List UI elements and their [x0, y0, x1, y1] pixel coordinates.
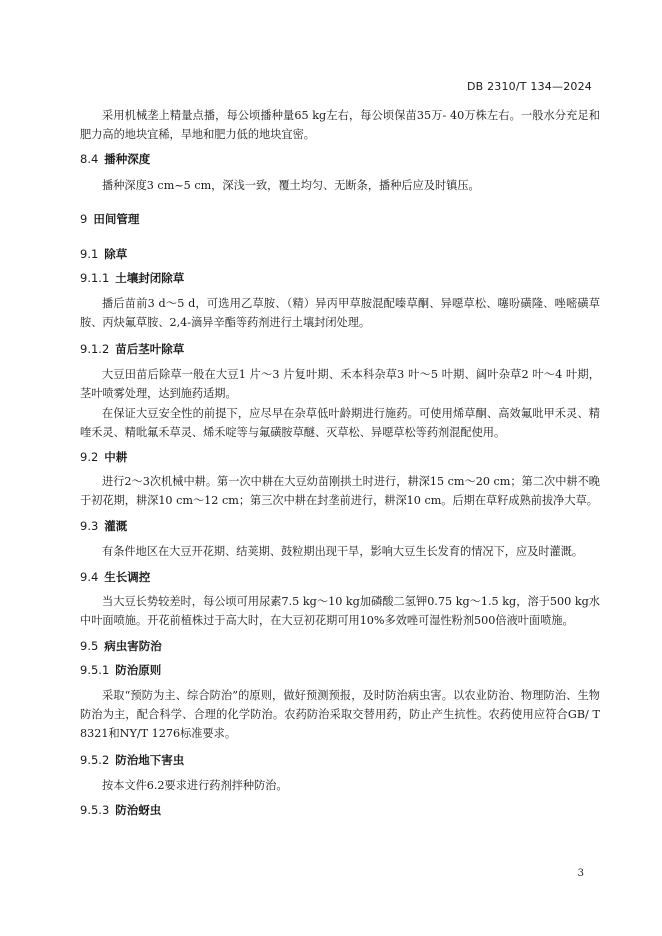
section-heading: [80, 802, 161, 818]
heading-number: 9.4: [80, 570, 99, 584]
heading-title: 防治地下害虫: [115, 753, 185, 767]
paragraph: 播种深度3 cm~5 cm，深浅一致，覆土均匀、无断条，播种后应及时镇压。: [102, 179, 480, 192]
document-code: DB 2310/T 134—2024: [466, 80, 592, 93]
heading-number: 8.4: [80, 152, 99, 166]
paragraph: 进行2～3次机械中耕。第一次中耕在大豆幼苗刚拱土时进行，耕深15 cm～20 cm；第二次中耕不晚于初花期，耕深10 cm～12 cm；第三次中耕在封垄前进行，耕深10 cm。后期在草籽成熟前拔净大草。: [80, 475, 600, 507]
paragraph: 当大豆长势较差时，每公顷可用尿素7.5 kg～10 kg加磷酸二氢钾0.75 kg～1.5 kg，溶于500 kg水中叶面喷施。开花前植株过于高大时，在大豆初花期可用10%多效唑可湿性粉剂500倍液叶面喷施。: [80, 595, 600, 627]
heading-title: 灌溉: [104, 519, 128, 533]
paragraph: 按本文件6.2要求进行药剂拌种防治。: [102, 779, 288, 792]
paragraph: 大豆田苗后除草一般在大豆1 片～3 片复叶期、禾本科杂草3 叶～5 叶期、阔叶杂草2 叶～4 叶期，茎叶喷雾处理，达到施药适期。: [80, 368, 600, 400]
heading-title: 田间管理: [93, 212, 140, 226]
section-heading: [80, 638, 162, 654]
heading-title: 生长调控: [104, 570, 151, 584]
heading-number: 9: [80, 212, 88, 226]
section-heading: [80, 270, 184, 286]
heading-number: 9.1: [80, 247, 99, 261]
page-number: 3: [577, 868, 584, 879]
paragraph: 采取“预防为主、综合防治”的原则，做好预测预报，及时防治病虫害。以农业防治、物理防治、生物防治为主，配合科学、合理的化学防治。农药防治采取交替用药，防止产生抗性。农药使用应符合GB/ T 8321和NY/T 1276标准要求。: [80, 689, 600, 740]
section-heading: [80, 518, 127, 534]
paragraph: 播后苗前3 d～5 d，可选用乙草胺、（精）异丙甲草胺混配嗪草酮、异噁草松、噻吩磺隆、唑嘧磺草胺、丙炔氟草胺、2,4-滴异辛酯等药剂进行土壤封闭处理。: [80, 297, 600, 329]
section-heading: [80, 246, 127, 262]
heading-number: 9.1.1: [80, 271, 110, 285]
heading-title: 播种深度: [104, 152, 151, 166]
heading-title: 中耕: [104, 450, 128, 464]
section-heading: [80, 662, 161, 678]
heading-number: 9.5.2: [80, 753, 110, 767]
paragraph: 有条件地区在大豆开花期、结荚期、鼓粒期出现干旱，影响大豆生长发育的情况下，应及时灌溉。: [102, 545, 584, 558]
section-heading: [80, 449, 127, 465]
heading-title: 土壤封闭除草: [115, 271, 185, 285]
heading-number: 9.5: [80, 639, 99, 653]
section-heading: [80, 752, 184, 768]
section-heading: [80, 569, 150, 585]
heading-title: 苗后茎叶除草: [115, 342, 185, 356]
heading-title: 防治原则: [115, 663, 162, 677]
section-heading: [80, 211, 139, 227]
paragraph: 在保证大豆安全性的前提下，应尽早在杂草低叶龄期进行施药。可使用烯草酮、高效氟吡甲禾灵、精喹禾灵、精吡氟禾草灵、烯禾啶等与氟磺胺草醚、灭草松、异噁草松等药剂混配使用。: [80, 407, 600, 439]
heading-number: 9.1.2: [80, 342, 110, 356]
heading-title: 病虫害防治: [104, 639, 162, 653]
heading-number: 9.5.1: [80, 663, 110, 677]
heading-number: 9.3: [80, 519, 99, 533]
paragraph: 采用机械垄上精量点播，每公顷播种量65 kg左右，每公顷保苗35万- 40万株左右。一般水分充足和肥力高的地块宜稀，旱地和肥力低的地块宜密。: [80, 109, 600, 141]
heading-number: 9.2: [80, 450, 99, 464]
heading-title: 除草: [104, 247, 128, 261]
heading-number: 9.5.3: [80, 803, 110, 817]
section-heading: [80, 341, 184, 357]
section-heading: [80, 151, 150, 167]
heading-title: 防治蚜虫: [115, 803, 162, 817]
